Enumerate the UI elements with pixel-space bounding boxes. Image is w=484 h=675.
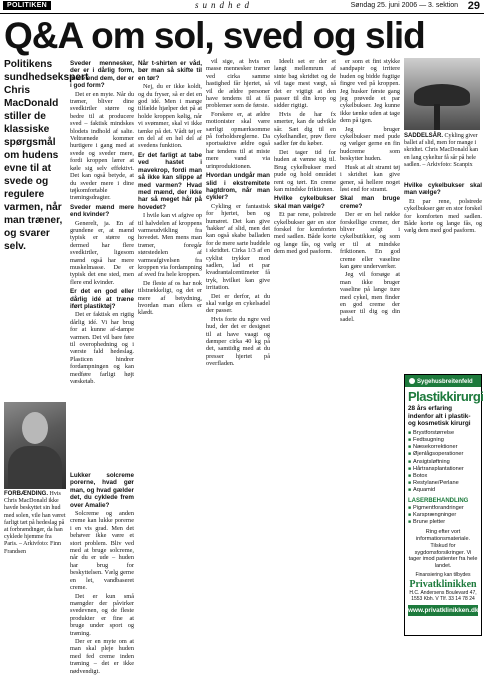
paragraph: Jeg vil forsøge at man ikke bruger vaseline på lange ture med cykel, men finder en god creme der passer til dig og din sadel. xyxy=(340,271,400,323)
question: Skal man bruge creme? xyxy=(340,195,400,210)
ad-subtitle: 28 års erfaring indenfor alt i plastik- og kosmetisk kirurgi xyxy=(408,405,471,428)
ad-list-item: ■ Botox xyxy=(408,473,478,480)
paragraph: Der er en myte om at man skal pleje huden med fed creme inden træning – det er ikke nødvendigt. xyxy=(70,637,134,675)
paragraph: I hvile kan vi afgive op til halvdelen af kroppens varmeudvikling fra hovedet. Men mens man træner, foregår størstedelen af varmeafgivelsen fra kroppen via fordampning af sved fra hele kroppen. xyxy=(138,212,203,279)
saddle-caption-lead: SADDELSÅR. xyxy=(404,133,444,139)
paragraph: Generelt, ja. En af grundene er, at mænd typisk er større og dermed har flere svedkirtler, ligesom mænd også har mere muskelmasse. De er typisk det ene sted, men flere end kvinder. xyxy=(70,219,134,286)
article-column-5 xyxy=(274,58,336,638)
ad-list-item: ■ Øjenlågsoperationer xyxy=(408,451,478,458)
ad-address: H.C. Andersens Boulevard 47, 1553 Kbh. V Tlf. 33 14 78 24 xyxy=(409,590,477,603)
paragraph: Der er en hel række forskellige cremer, der bliver solgt i cykelbutikker, og som er til at mindske friktionen. En god creme eller vaseline kan gøre underværker. xyxy=(340,211,400,270)
saddle-post xyxy=(434,104,440,130)
advertisement[interactable] xyxy=(404,374,482,636)
paragraph: Forskere er, at ældre motionister skal være særligt opmærksomme på forholdsreglerne. Da sportsaktive ældre også har tendens til at miste mere vand via urinproduktionen. xyxy=(206,110,270,170)
paragraph: Solcreme og anden creme kan lukke porerne i en vis grad. Men det behøver ikke være et stort problem. Bliv ved med at bruge solcreme, når du er ude – huden har brug for beskyttelsen. Vælg gerne en let, vandbaseret creme. xyxy=(70,510,134,592)
paragraph: Det er faktisk en rigtig dårlig idé. Vi har brug for at kunne af-dampe varmen. Det vil bare føre til overophedning og i værste fald hedeslag. Plasticen hindrer fordampningen og kan medføre farligt højt væsketab. xyxy=(70,311,134,386)
photo-body xyxy=(8,446,62,489)
photo-chris-macdonald xyxy=(4,402,66,489)
question: Sveder mænd mere end kvinder? xyxy=(70,203,134,219)
ad-clinic-name: Privatklinikken xyxy=(409,579,477,591)
question: Lukker solcreme porerne, hvad gør man, og hvad gælder det, du cyklede frem over Amalie? xyxy=(70,472,134,509)
section-label: POLITIKEN xyxy=(3,1,51,10)
ad-header xyxy=(405,375,481,387)
article-column-7 xyxy=(404,180,482,370)
ad-list-item: ■ Næsekorrektioner xyxy=(408,444,478,451)
ad-list-item: ■ Aquamid xyxy=(408,487,478,494)
paragraph: Hvis de har fx smerter, kan de udvikle sår. Sæt dig til en cykelhandler, prøv flere sadler før du køber. xyxy=(274,110,336,148)
ad-title: Plastikkirurgi xyxy=(408,389,484,404)
ad-laser-title: LASERBEHANDLING xyxy=(408,497,469,504)
paragraph: Nej, du er ikke koldt, og du fryser, så er det en god idé. Men i mange tilfælde hjælper det på at holde kroppen kølig, når vi svømmer, skal vi ikke tænke på det. Vådt tøj er en del af en hel del af svedens funktion. xyxy=(138,83,202,150)
paragraph: Et par rene, polstrede cykelbukser gør en stor forskel for komforten med sadlen. Både korte og lange fås, og vælg dem med god pasform. xyxy=(404,197,482,235)
ad-list-item: ■ Pigmentforandringer xyxy=(408,505,478,512)
paragraph: Husk at alt stramt tøj i skridtet kan give gener, så hellere noget løst end for stramt. xyxy=(340,163,400,193)
sun-icon xyxy=(409,378,415,384)
article-column-4 xyxy=(206,58,270,638)
paragraph: er som et fint stykke sandpapir og irritere huden og bidde fugtige fingre ved på kroppen. Jeg husker første gang jeg prøvede et par cykelbukser. Jeg kunne ikke tænke uden at tage dem på igen. xyxy=(340,58,400,125)
article-column-6 xyxy=(340,58,400,638)
paragraph: Cykling er fantastisk for hjertet, ben og humøret. Det kan give 'hakker' af slid, men det kan også skabe balladen for de mere sarte huddele i skridtet. Cirka 1/3 af en cyklist trykker mod sadlen, lad et par kvadrantalcentimeter få tryk, hvilket kan give irritation. xyxy=(206,202,270,292)
page-number: 29 xyxy=(467,0,480,12)
question: Hvilke cykelbukser skal man vælge? xyxy=(404,182,482,197)
paragraph: De fleste af os har nok tilstrækkeligt, og det er mere af betydning, hvordan man ellers er klædt. xyxy=(138,279,202,317)
headline: Q&A om sol, sved og slid xyxy=(4,15,425,56)
ad-list-item: ■ Hårtransplantationer xyxy=(408,466,478,473)
ad-list-item: ■ Brune pletter xyxy=(408,519,478,526)
ad-brand: Sygehusbreitenfeld xyxy=(417,379,473,385)
ad-list-item: ■ Ansigtsløftning xyxy=(408,459,478,466)
photo-saddle xyxy=(404,58,480,130)
paragraph: Hvis forte du ngre ved hud, der det er designet til at have vaagt og dæmper cirka 40 kg på det, samtidig med at du presser hjertet på overfladen. xyxy=(206,315,270,368)
dateline: Søndag 25. juni 2006 — 3. sektion xyxy=(350,2,458,9)
saddle-shape xyxy=(414,84,470,106)
question: Sveder mennesker, der er i dårlig form, mere end dem, der er i god form? xyxy=(70,60,134,90)
question: Er det farligt at tabe ved hastet i mavekrop, fordi man så ikke kan slippe af med varmen? Hvad med mænd, der ikke har så meget hår på hovedet? xyxy=(138,151,202,211)
photo-caption xyxy=(4,491,66,556)
question: Hvilke cykelbukser skal man vælge? xyxy=(274,195,336,210)
paragraph: Det er kun små mængder der påvirker svedevnen, og de fleste produkter er fine at bruge under sport og træning. xyxy=(70,592,134,637)
ad-laser-list xyxy=(405,504,481,528)
ad-website-link[interactable]: www.privatklinikken.dk xyxy=(408,606,479,614)
page-header xyxy=(0,0,484,14)
caption-text: Hvis Chris MacDonald ikke havde beskyttet sin hud med solen, vile han været farligt tæt på hedeslag på at forbrændinger, da han cyklede hjemme fra Paris. – Arkivfoto: Finn Frandsen xyxy=(4,491,66,555)
ad-body: Ring efter vort informationsmateriale. Tilskud for sygdomsforsikringer. Vi tager imod patienter fra hele landet. xyxy=(408,529,478,570)
ad-list-item: ■ Karsprængninger xyxy=(408,512,478,519)
article-column-3 xyxy=(138,58,202,638)
paragraph: vil sige, at hvis en masse mennesker træner ved cirka samme hastighed får hjertet, så vil de ældre personer have tendens til at få problemer som de første. xyxy=(206,58,270,110)
paragraph: Det er en myte. Når du træner, bliver dine svedkirtler større og bedre til at producere sved – faktisk mindskes blodets indhold af salte. Veltrænede kommer hurtigere i gang med at svede og sveder mere, fordi kroppen lærer at køle sig selv effektivt. Det kan også betyde, at du sveder mere i dine tøjkomfortable træningsdragter. xyxy=(70,90,134,202)
question: Hvordan undgår man slid i ekstremitete hagtdrom, når man cykler? xyxy=(206,172,270,202)
paragraph: Ideelt set er der et langt mellemrum af sinte bag skridtet og de vil tage mest vægt, så det er vigtigt at den passer til din krop og sidder rigtigt. xyxy=(274,58,336,110)
caption-lead: FORBÆNDING. xyxy=(4,491,48,497)
paragraph: Jeg bruger cykelbukser med pude og vælger gerne en fin hudcreme som beskytter huden. xyxy=(340,125,400,163)
saddle-caption-text: Cykling giver ballet af slid, men for mange i skridtet. Chris MacDonald kan en lang cykeltur få sår på hele sadlen. – Arkivfoto: Scanpix xyxy=(404,133,478,168)
question: Er det en god eller dårlig idé at træne iført plastiktøj? xyxy=(70,288,134,310)
photo-face xyxy=(22,412,48,444)
lead-text: Politikens sundhedsekspert Chris MacDonald stiller de klassiske spørgsmål om hudens evne til at svede og regulere varmen, når man træner, og svarer selv. xyxy=(4,59,89,252)
question: Når t-shirten er våd, bør man så skifte til en tør? xyxy=(138,60,202,82)
article-column-2 xyxy=(70,470,134,675)
ad-list-item: ■ Brystforstørrelse xyxy=(408,430,478,437)
ad-list-item: ■ Restylane/Perlane xyxy=(408,480,478,487)
ad-service-list xyxy=(405,429,481,496)
ad-list-item: ■ Fedtsugning xyxy=(408,437,478,444)
paragraph: Det er derfor, at du skal vælge en cykelsadel der passer. xyxy=(206,292,270,315)
ad-finance: Finansiering kan tilbydes xyxy=(415,572,471,578)
paragraph: Et par rene, polstrede cykelbukser gør en stor forskel for komforten med sadlen. Både korte og lange fås, og vælg dem med god pasform. xyxy=(274,211,336,256)
saddle-caption xyxy=(404,133,480,169)
paragraph: Det tager tid for huden at vænne sig til. Brug cykelbukser med pude og hold området rent og tørt. En creme kan mindske friktionen. xyxy=(274,148,336,193)
paper-section-title: sundhed xyxy=(195,0,253,10)
